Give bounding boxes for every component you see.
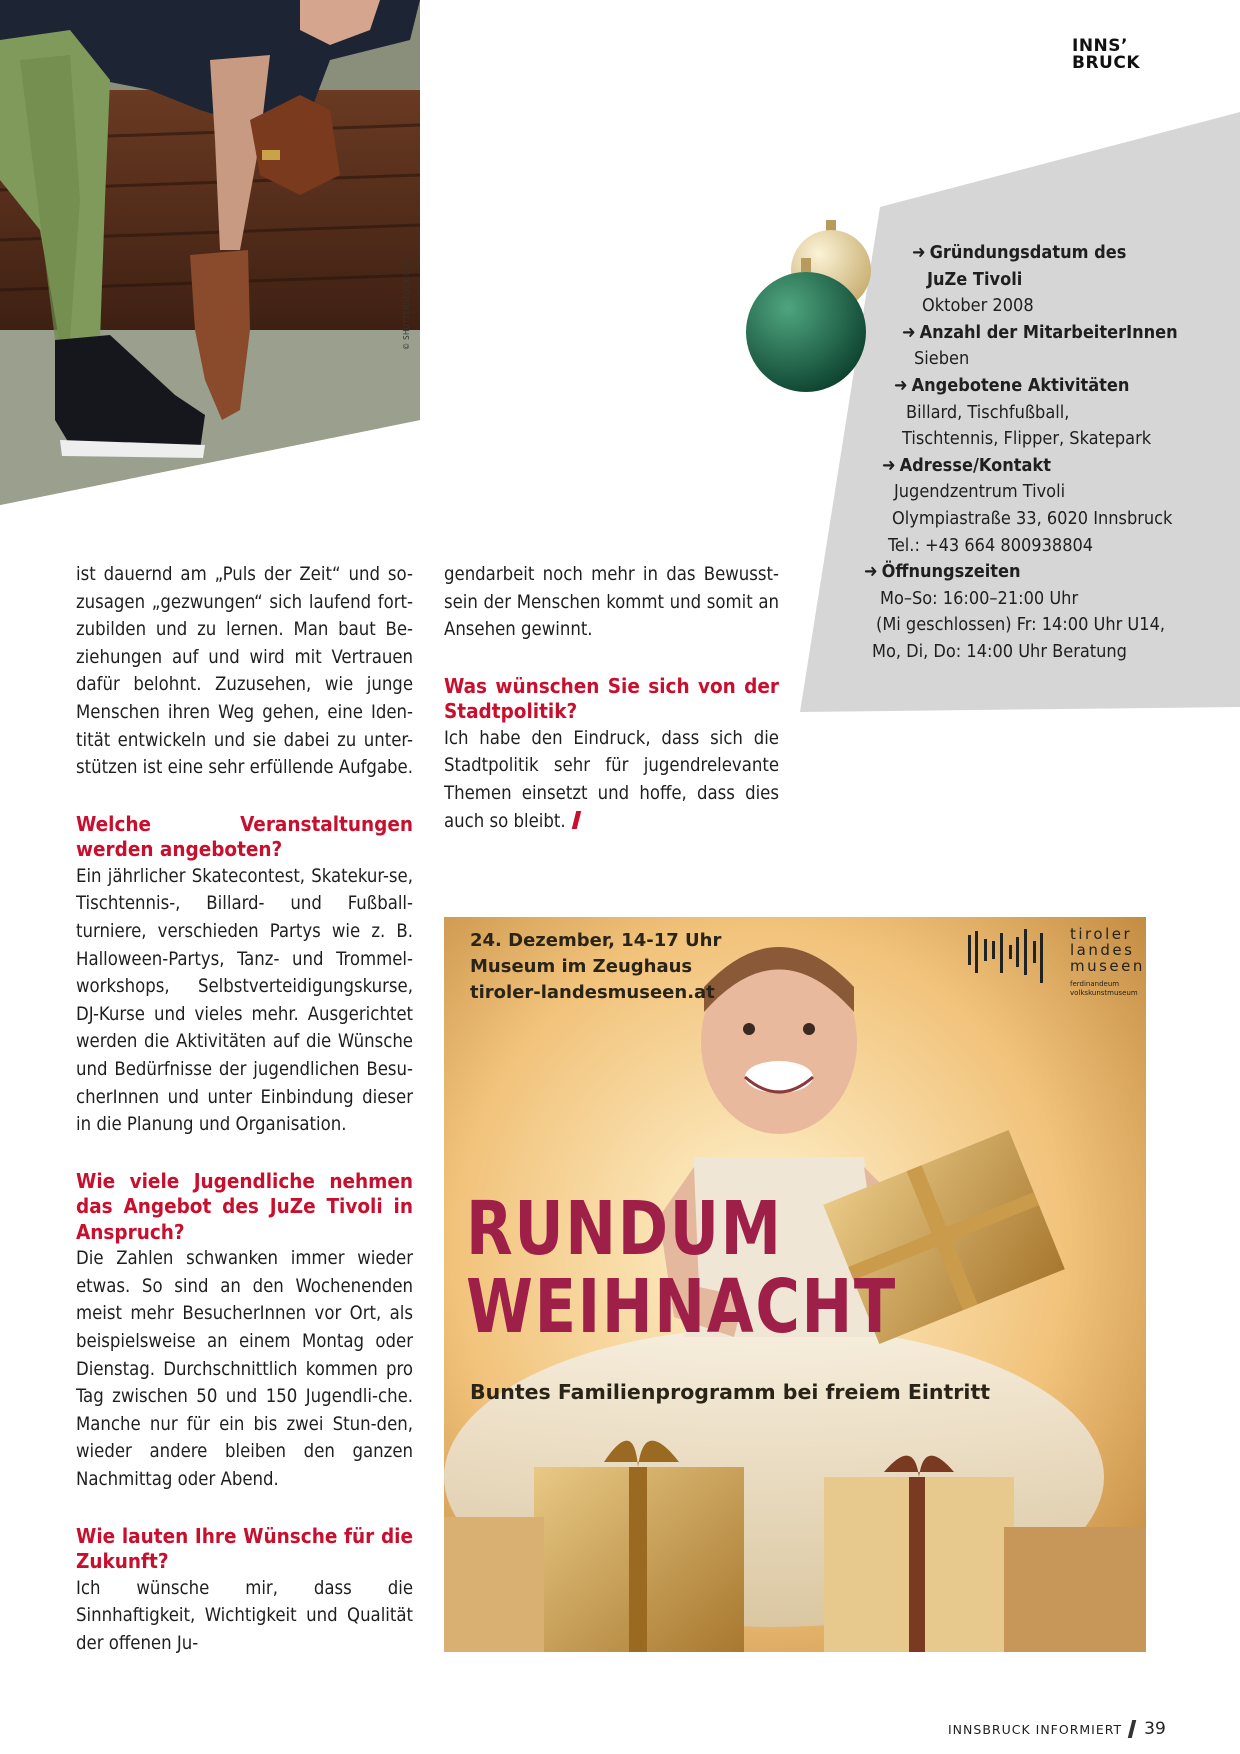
christmas-ornaments-icon: [745, 212, 880, 412]
arrow-icon: ➜: [902, 321, 916, 343]
museum-logo-text: [1070, 926, 1145, 974]
museum-logo-sub: [1070, 980, 1138, 998]
logo-sub2: volkskunstmuseum: [1070, 989, 1138, 997]
article-column-1: [76, 561, 413, 1657]
info-hours-value2: (Mi geschlossen) Fr: 14:00 Uhr U14,: [876, 614, 1166, 636]
page-footer: [948, 1719, 1166, 1739]
ad-date: 24. Dezember, 14-17 Uhr: [470, 930, 722, 951]
paragraph: gendarbeit noch mehr in das Bewusst-sein der Menschen kommt und somit an Ansehen gewinnt.: [444, 564, 779, 641]
arrow-icon: ➜: [912, 242, 926, 263]
info-founded-label: Gründungsdatum des: [929, 242, 1127, 263]
info-staff-label: Anzahl der MitarbeiterInnen: [919, 321, 1178, 343]
end-mark-icon: [571, 811, 580, 829]
question-heading: Wie lauten Ihre Wünsche für die Zukunft?: [76, 1523, 413, 1574]
info-hours: [862, 559, 1222, 665]
logo-sub1: ferdinandeum: [1070, 980, 1120, 988]
answer-text: Ich habe den Eindruck, dass sich die Stadtpolitik sehr für jugendrelevante Themen einsetzt und hoffe, dass dies auch so bleibt.: [444, 727, 779, 832]
info-staff: [862, 320, 1222, 373]
info-staff-value: Sieben: [914, 348, 970, 370]
logo-line1: INNS’: [1072, 36, 1128, 56]
ad-event-info: [470, 928, 790, 1006]
question-heading: Wie viele Jugendliche nehmen das Angebot des JuZe Tivoli in Anspruch?: [76, 1168, 413, 1244]
footer-label: INNSBRUCK INFORMIERT: [948, 1722, 1123, 1737]
paragraph: [444, 725, 779, 835]
legs-photo: [0, 0, 420, 505]
ad-subtitle: Buntes Familienprogramm bei freiem Eintritt: [470, 1380, 991, 1404]
info-activities: [862, 373, 1222, 453]
info-contact-value1: Jugendzentrum Tivoli: [894, 481, 1066, 503]
paragraph: Ein jährlicher Skatecontest, Skatekur-se, Tischtennis-, Billard- und Fußball-turniere, verschieden Partys wie z. B. Halloween-Partys, Tanz- und Trommel-workshops, Selbstverteidigungskurse, DJ-Kurse und vieles mehr. Ausgerichtet werden die Aktivitäten auf die Wünsche und Bedürfnisse der jugendlichen Besu-cherInnen und unter Einbindung dieser in die Planung und Organisation.: [76, 865, 413, 1136]
page-number: 39: [1144, 1719, 1166, 1739]
info-list: [862, 240, 1222, 666]
paragraph: Ich wünsche mir, dass die Sinnhaftigkeit, Wichtigkeit und Qualität der offenen Ju-: [76, 1577, 413, 1654]
question-heading: Welche Veranstaltungen werden angeboten?: [76, 811, 413, 862]
info-contact: [862, 453, 1222, 559]
logo-word: tiroler: [1070, 925, 1133, 943]
arrow-icon: ➜: [864, 561, 878, 583]
info-activities-label: Angebotene Aktivitäten: [911, 374, 1130, 396]
info-hours-value3: Mo, Di, Do: 14:00 Uhr Beratung: [872, 640, 1127, 662]
info-activities-value2: Tischtennis, Flipper, Skatepark: [902, 428, 1152, 450]
logo-word: landes: [1070, 941, 1135, 959]
paragraph: ist dauernd am „Puls der Zeit“ und so-zusagen „gezwungen“ sich laufend fort-zubilden und zu lernen. Man baut Be-ziehungen auf und wird mit Vertrauen dafür belohnt. Zuzusehen, wie junge Menschen ihren Weg gehen, eine Iden-tität entwickeln und sie dabei zu unter-stützen ist eine sehr erfüllende Aufgabe.: [76, 564, 413, 779]
ad-title-line1: RUNDUM: [466, 1186, 783, 1272]
photo-credit: © SHUTTERSTOCK.COM: [402, 258, 411, 350]
paragraph: Die Zahlen schwanken immer wieder etwas. So sind an den Wochenenden meist mehr BesucherInnen vor Ort, als beispielsweise an einem Montag oder Dienstag. Durchschnittlich kommen pro Tag zwischen 50 und 150 Jugendli-che. Manche nur für ein bis zwei Stun-den, wieder andere bleiben den ganzen Nachmittag oder Abend.: [76, 1248, 413, 1490]
info-hours-value1: Mo–So: 16:00–21:00 Uhr: [880, 587, 1079, 609]
info-hours-label: Öffnungszeiten: [881, 561, 1021, 583]
arrow-icon: ➜: [894, 374, 908, 396]
article-column-2: [444, 561, 779, 835]
ad-title-line2: WEIHNACHT: [466, 1264, 897, 1350]
logo-word: museen: [1070, 957, 1145, 975]
innsbruck-logo: [1072, 38, 1172, 72]
info-founded: [862, 240, 1222, 320]
info-contact-value3: Tel.: +43 664 800938804: [888, 534, 1094, 556]
info-founded-label2: JuZe Tivoli: [927, 268, 1023, 290]
info-contact-label: Adresse/Kontakt: [899, 454, 1051, 476]
info-activities-value1: Billard, Tischfußball,: [906, 401, 1070, 423]
ad-url[interactable]: tiroler-landesmuseen.at: [470, 982, 715, 1003]
logo-line2: BRUCK: [1072, 53, 1141, 73]
footer-divider: [1128, 1720, 1136, 1738]
question-heading: Was wünschen Sie sich von der Stadtpolitik?: [444, 673, 779, 724]
ad-title: [466, 1186, 897, 1350]
info-contact-value2: Olympiastraße 33, 6020 Innsbruck: [892, 507, 1173, 529]
ad-venue: Museum im Zeughaus: [470, 956, 693, 977]
info-founded-value: Oktober 2008: [922, 295, 1034, 317]
arrow-icon: ➜: [882, 454, 896, 476]
